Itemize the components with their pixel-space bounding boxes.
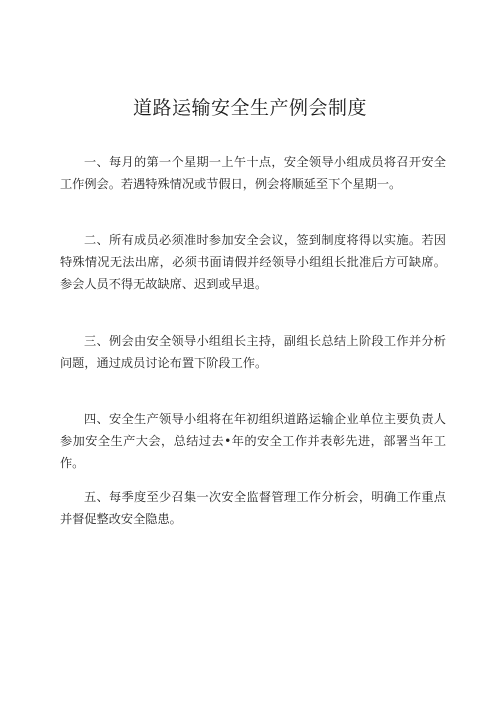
paragraph-5: 五、每季度至少召集一次安全监督管理工作分析会，明确工作重点并督促整改安全隐患。 <box>60 490 446 526</box>
paragraph-3: 三、例会由安全领导小组组长主持，副组长总结上阶段工作并分析问题，通过成员讨论布置下阶段工作。 <box>60 334 446 370</box>
paragraph-1: 一、每月的第一个星期一上午十点，安全领导小组成员将召开安全工作例会。若遇特殊情况或节假日，例会将顺延至下个星期一。 <box>60 155 446 191</box>
paragraph-4: 四、安全生产领导小组将在年初组织道路运输企业单位主要负责人参加安全生产大会，总结过去•年的安全工作并表彰先进，部署当年工作。 <box>60 412 446 470</box>
paragraph-2: 二、所有成员必须准时参加安全会议，签到制度将得以实施。若因特殊情况无法出席，必须书面请假并经领导小组组长批准后方可缺席。参会人员不得无故缺席、迟到或早退。 <box>60 233 446 291</box>
document-title: 道路运输安全生产例会制度 <box>132 97 367 119</box>
